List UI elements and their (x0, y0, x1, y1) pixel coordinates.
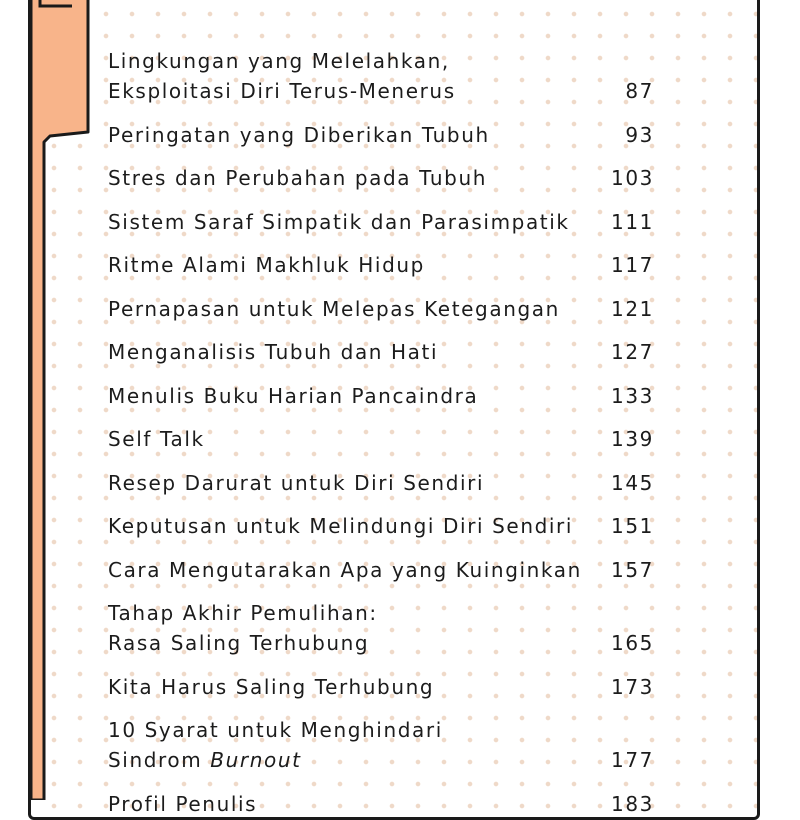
toc-entry-title: Keputusan untuk Melindungi Diri Sendiri (108, 514, 574, 538)
toc-entry (108, 250, 668, 280)
toc-page-number: 103 (611, 166, 654, 190)
toc-entry-title-text: Sindrom (108, 748, 211, 772)
toc-entry (108, 207, 668, 237)
toc-entry-title: Stres dan Perubahan pada Tubuh (108, 166, 488, 190)
toc-entry-title: 10 Syarat untuk Menghindari (108, 718, 443, 742)
toc-entry-title: Lingkungan yang Melelahkan, (108, 49, 450, 73)
toc-entry (108, 337, 668, 367)
toc-page-number: 87 (625, 79, 654, 103)
toc-entry-title-line (108, 745, 668, 775)
toc-entry-title: Menulis Buku Harian Pancaindra (108, 383, 479, 408)
bookmark-ribbon (0, 0, 100, 800)
toc-page-number: 127 (611, 340, 654, 364)
toc-page-number: 173 (611, 674, 654, 699)
toc-entry-title: Cara Mengutarakan Apa yang Kuinginkan (108, 557, 582, 582)
toc-entry-title: Ritme Alami Makhluk Hidup (108, 253, 425, 277)
toc-entry-title: Tahap Akhir Pemulihan: (108, 601, 378, 625)
toc-entry-title: Peringatan yang Diberikan Tubuh (108, 122, 490, 147)
toc-page-number: 93 (625, 122, 654, 147)
toc-entry (108, 468, 668, 498)
toc-entry (108, 163, 668, 193)
toc-page-number: 121 (611, 296, 654, 321)
toc-page-number: 177 (611, 748, 654, 772)
toc-entry (108, 672, 668, 702)
toc-page-number: 157 (611, 557, 654, 582)
toc-entry-title: Eksploitasi Diri Terus-Menerus (108, 79, 456, 103)
toc-entry-title: Menganalisis Tubuh dan Hati (108, 340, 439, 364)
toc-page-number: 145 (611, 470, 654, 495)
toc-entry (108, 424, 668, 454)
toc-entry-title: Sistem Saraf Simpatik dan Parasimpatik (108, 209, 570, 234)
toc-entry (108, 555, 668, 585)
toc-entry-title: Rasa Saling Terhubung (108, 631, 370, 655)
toc-entry (108, 511, 668, 541)
toc-page-number: 151 (611, 514, 654, 538)
toc-entry-title: Pernapasan untuk Melepas Ketegangan (108, 296, 560, 321)
toc-page-number: 183 (611, 791, 654, 816)
toc-entry-title-italic: Burnout (210, 748, 302, 772)
ribbon-shape (31, 0, 88, 800)
toc-entry-title: Self Talk (108, 427, 205, 451)
toc-entry (108, 715, 668, 775)
toc-entry (108, 294, 668, 324)
toc-page-number: 133 (611, 383, 654, 408)
toc-entry (108, 381, 668, 411)
toc-entry-title: Resep Darurat untuk Diri Sendiri (108, 470, 485, 495)
toc-page-number: 165 (611, 631, 654, 655)
toc-entry (108, 789, 668, 819)
toc-page-number: 111 (611, 209, 654, 234)
toc-entry-title: Profil Penulis (108, 791, 258, 816)
toc-page-number: 139 (611, 427, 654, 451)
toc-entry (108, 46, 668, 106)
toc-page-number: 117 (611, 253, 654, 277)
toc-entry (108, 120, 668, 150)
toc-entry (108, 598, 668, 658)
toc-entry-title: Kita Harus Saling Terhubung (108, 674, 435, 699)
table-of-contents (108, 46, 668, 819)
